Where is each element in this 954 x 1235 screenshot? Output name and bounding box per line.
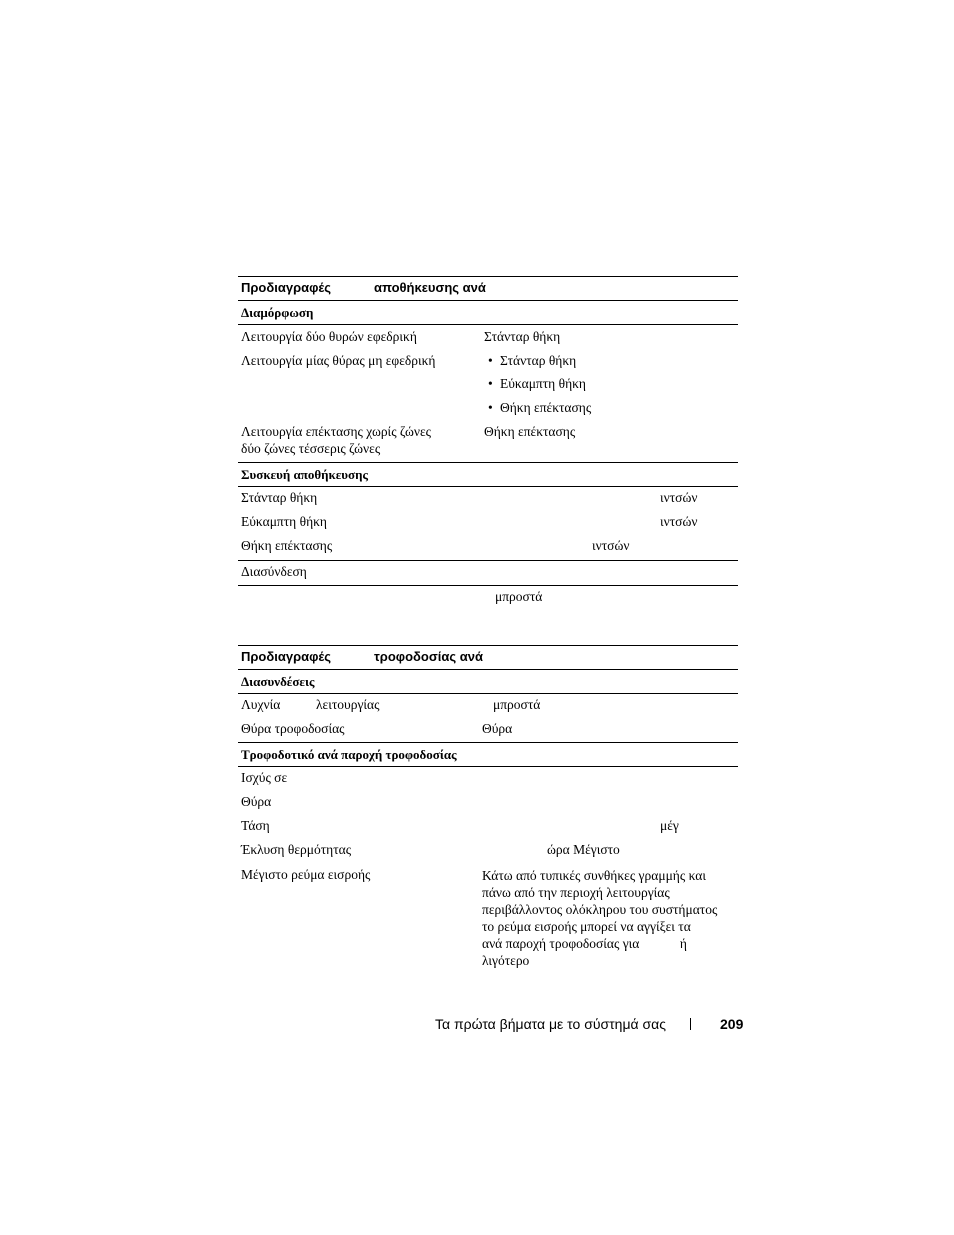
config-expansion-label-1: Λειτουργία επέκτασης χωρίς ζώνες xyxy=(241,424,432,439)
supply-voltage-value: μέγ xyxy=(660,818,679,833)
interface-row xyxy=(238,561,738,586)
config-bullet-item xyxy=(488,400,591,416)
power-title-left: Προδιαγραφές xyxy=(241,649,332,664)
bullet-icon: • xyxy=(488,353,493,368)
device-row-label: Θήκη επέκτασης xyxy=(241,538,333,553)
device-row-label: Στάνταρ θήκη xyxy=(241,490,318,505)
device-heading-label: Συσκευή αποθήκευσης xyxy=(241,467,368,482)
power-spec-table xyxy=(238,645,738,977)
supply-port-label: Θύρα xyxy=(241,794,272,809)
inrush-line: λιγότερο xyxy=(482,953,530,968)
interface-label: Διασύνδεση xyxy=(241,564,307,579)
power-table-title xyxy=(238,645,738,670)
inrush-line: περιβάλλοντος ολόκληρου του συστήματος xyxy=(482,902,718,917)
page-number: 209 xyxy=(720,1016,744,1032)
config-bullet-text: Στάνταρ θήκη xyxy=(500,353,577,368)
supply-power-label: Ισχύς σε xyxy=(241,770,288,785)
config-bullet-item xyxy=(488,376,586,392)
device-row-value: ιντσών xyxy=(660,490,698,505)
connections-body xyxy=(238,694,738,743)
interface-value-row xyxy=(238,586,738,610)
led-label-b: λειτουργίας xyxy=(316,697,380,712)
storage-table-title xyxy=(238,276,738,301)
power-title-right: τροφοδοσίας ανά xyxy=(374,649,483,664)
supply-voltage-label: Τάση xyxy=(241,818,270,833)
inrush-line: ανά παροχή τροφοδοσίας για ή xyxy=(482,936,687,951)
inrush-line: πάνω από την περιοχή λειτουργίας xyxy=(482,885,670,900)
led-value: μπροστά xyxy=(493,697,541,712)
config-expansion-label-2: δύο ζώνες τέσσερις ζώνες xyxy=(241,441,381,456)
bullet-icon: • xyxy=(488,376,493,391)
supply-heat-value: ώρα Μέγιστο xyxy=(547,842,620,857)
config-dual-value: Στάνταρ θήκη xyxy=(484,329,561,344)
supply-heat-label: Έκλυση θερμότητας xyxy=(241,842,352,857)
supply-inrush-label: Μέγιστο ρεύμα εισροής xyxy=(241,867,371,882)
led-label: Λυχνία xyxy=(241,697,281,712)
device-body xyxy=(238,487,738,561)
configuration-heading-label: Διαμόρφωση xyxy=(241,305,314,320)
configuration-heading xyxy=(238,301,738,325)
config-single-label: Λειτουργία μίας θύρας μη εφεδρική xyxy=(241,353,436,368)
supply-heading-label: Τροφοδοτικό ανά παροχή τροφοδοσίας xyxy=(241,747,457,762)
config-bullet-item xyxy=(488,353,576,369)
device-row-value: ιντσών xyxy=(592,538,630,553)
footer-chapter-title: Τα πρώτα βήματα με το σύστημά σας xyxy=(435,1016,666,1032)
port-value: Θύρα xyxy=(482,721,513,736)
port-label: Θύρα τροφοδοσίας xyxy=(241,721,345,736)
footer-separator xyxy=(690,1018,691,1030)
inrush-line: Κάτω από τυπικές συνθήκες γραμμής και xyxy=(482,868,706,883)
interface-value: μπροστά xyxy=(495,589,543,604)
config-bullet-text: Εύκαμπτη θήκη xyxy=(500,376,586,391)
bullet-icon: • xyxy=(488,400,493,415)
config-expansion-value: Θήκη επέκτασης xyxy=(484,424,576,439)
inrush-line: το ρεύμα εισροής μπορεί να αγγίξει τα xyxy=(482,919,691,934)
connections-heading xyxy=(238,670,738,694)
connections-heading-label: Διασυνδέσεις xyxy=(241,674,315,689)
device-row-value: ιντσών xyxy=(660,514,698,529)
device-heading xyxy=(238,462,738,487)
storage-spec-table xyxy=(238,276,738,610)
storage-title-left: Προδιαγραφές xyxy=(241,280,332,295)
supply-inrush-value xyxy=(482,867,717,969)
storage-title-right: αποθήκευσης ανά xyxy=(374,280,486,295)
config-bullet-text: Θήκη επέκτασης xyxy=(500,400,592,415)
supply-body xyxy=(238,767,738,977)
supply-heading xyxy=(238,743,738,767)
config-dual-label: Λειτουργία δύο θυρών εφεδρική xyxy=(241,329,417,344)
device-row-label: Εύκαμπτη θήκη xyxy=(241,514,327,529)
configuration-body xyxy=(238,325,738,462)
